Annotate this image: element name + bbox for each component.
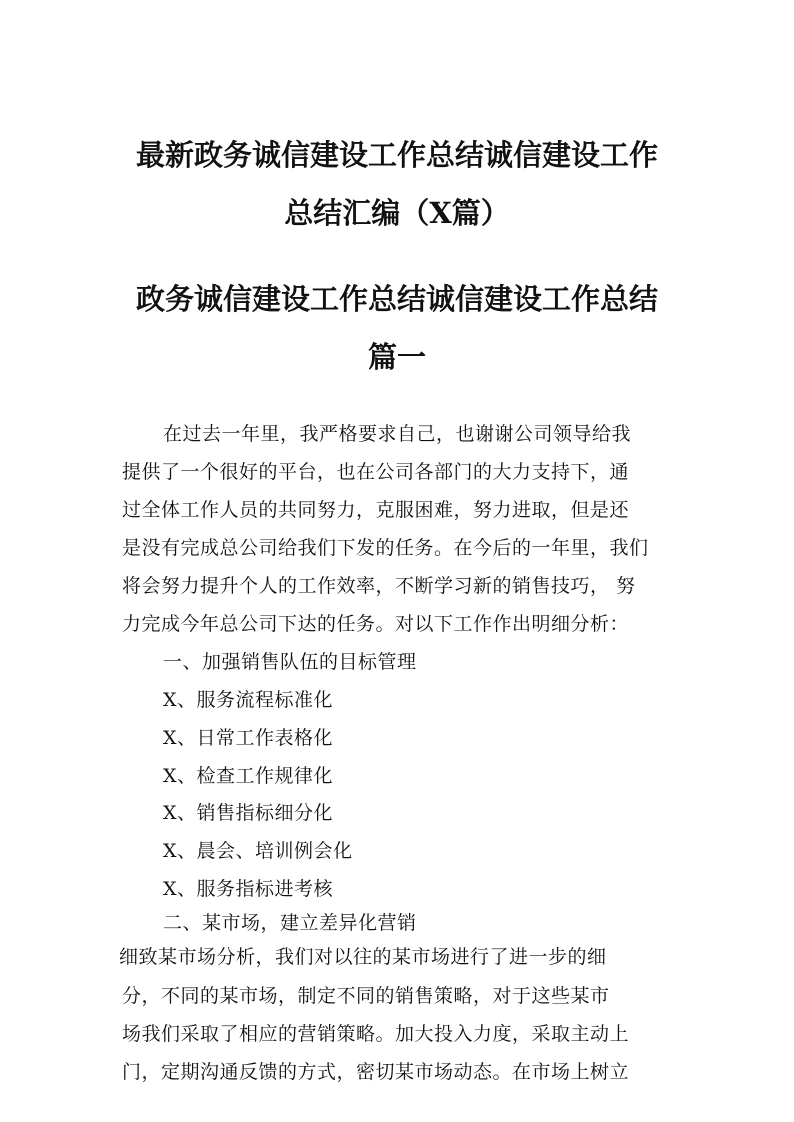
list-heading: 二、某市场，建立差异化营销 bbox=[163, 912, 417, 934]
paragraph-line: 将会努力提升个人的工作效率，不断学习新的销售技巧， 努 bbox=[122, 575, 636, 597]
paragraph-line: 细致某市场分析，我们对以往的某市场进行了进一步的细 bbox=[119, 946, 607, 968]
list-item: X、服务指标进考核 bbox=[163, 878, 334, 900]
list-heading: 一、加强销售队伍的目标管理 bbox=[163, 651, 417, 673]
paragraph-line: 过全体工作人员的共同努力，克服困难，努力进取，但是还 bbox=[122, 499, 630, 521]
list-item: X、晨会、培训例会化 bbox=[163, 840, 353, 862]
paragraph-line: 分，不同的某市场，制定不同的销售策略，对于这些某市 bbox=[122, 985, 610, 1007]
paragraph-line: 场我们采取了相应的营销策略。加大投入力度，采取主动上 bbox=[122, 1023, 630, 1045]
paragraph-line: 提供了一个很好的平台，也在公司各部门的大力支持下，通 bbox=[122, 461, 630, 483]
paragraph-line: 是没有完成总公司给我们下发的任务。在今后的一年里，我们 bbox=[122, 537, 649, 559]
list-item: X、服务流程标准化 bbox=[163, 689, 334, 711]
document-title-line-1: 最新政务诚信建设工作总结诚信建设工作 bbox=[135, 138, 658, 172]
paragraph-line: 力完成今年总公司下达的任务。对以下工作作出明细分析： bbox=[122, 613, 630, 635]
list-item: X、检查工作规律化 bbox=[163, 765, 334, 787]
section-title-line-2: 篇一 bbox=[367, 340, 426, 374]
document-title-line-2: 总结汇编（X篇） bbox=[284, 196, 510, 230]
list-item: X、日常工作表格化 bbox=[163, 727, 334, 749]
list-item: X、销售指标细分化 bbox=[163, 802, 334, 824]
paragraph-line: 门，定期沟通反馈的方式，密切某市场动态。在市场上树立 bbox=[122, 1061, 630, 1083]
paragraph-line: 在过去一年里，我严格要求自己，也谢谢公司领导给我 bbox=[163, 423, 632, 445]
section-title-line-1: 政务诚信建设工作总结诚信建设工作总结 bbox=[135, 282, 658, 316]
